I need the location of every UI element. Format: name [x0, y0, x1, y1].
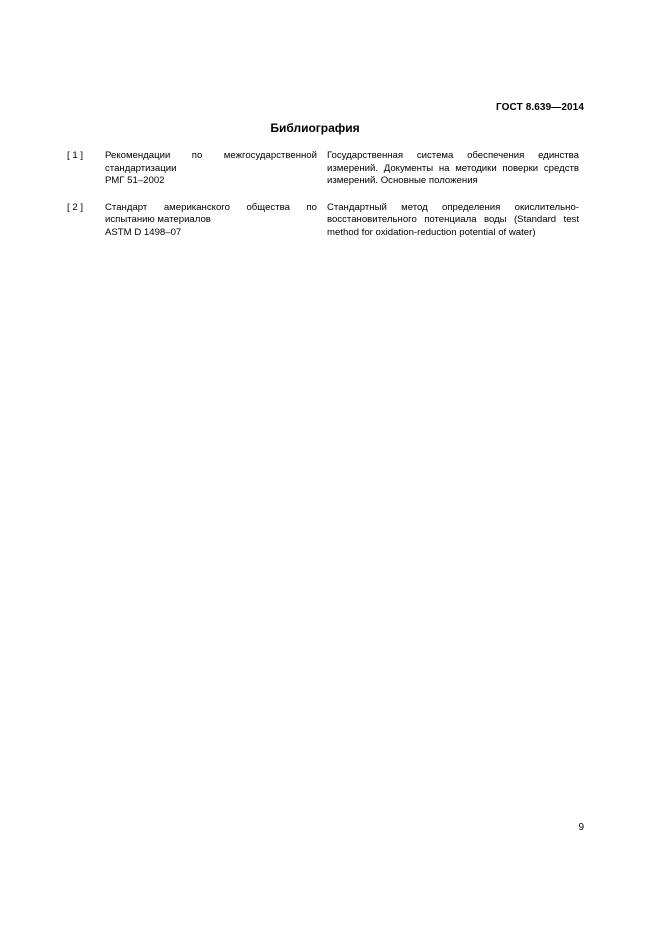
- section-title: Библиография: [270, 121, 360, 135]
- entry-number: [ 2 ]: [67, 201, 83, 213]
- page-number: 9: [578, 822, 584, 833]
- entry-source-name: Стандарт американского общества по испытанию материалов: [105, 201, 317, 226]
- entry-designation: РМГ 51–2002: [105, 175, 165, 187]
- bibliography-entry: [67, 202, 579, 240]
- entry-title: Стандартный метод определения окислительно-восстановительного потенциала воды (Standard test method for oxidation-reduction potential of water): [327, 201, 579, 238]
- entry-number: [ 1 ]: [67, 150, 83, 161]
- entry-source-name: Рекомендации по межгосударственной стандартизации: [105, 150, 317, 174]
- entry-source: [105, 150, 317, 188]
- bibliography-entry: [67, 150, 579, 188]
- page-header: ГОСТ 8.639—2014: [496, 102, 584, 113]
- entry-designation: ASTM D 1498–07: [105, 226, 182, 238]
- entry-title: Государственная система обеспечения единства измерений. Документы на методики поверки средств измерений. Основные положения: [327, 150, 579, 187]
- bibliography-list: [67, 150, 579, 254]
- entry-source: [105, 202, 317, 240]
